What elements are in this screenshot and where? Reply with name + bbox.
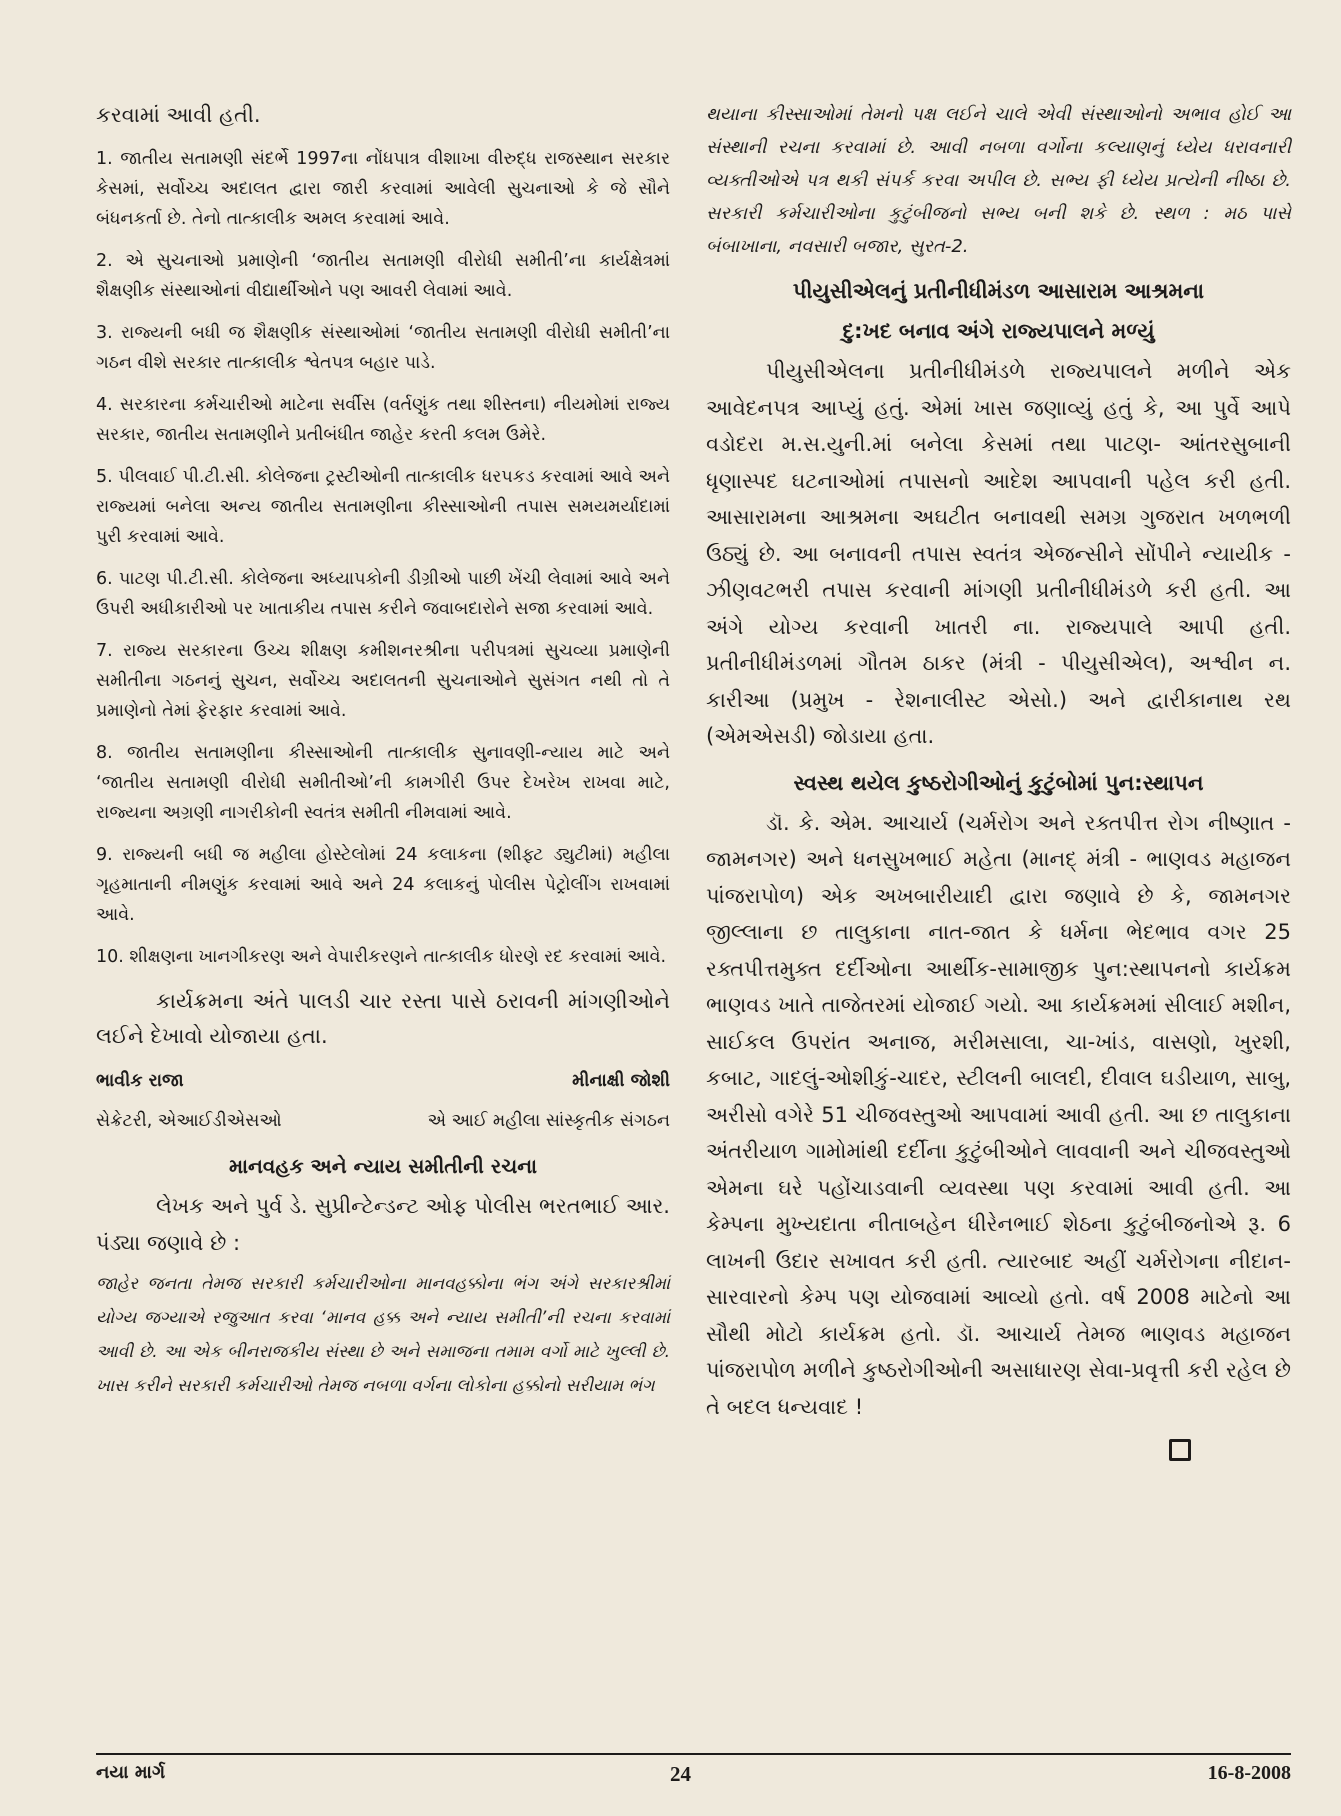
- human-rights-intro: લેખક અને પુર્વ ડે. સુપ્રીન્ટેન્ડન્ટ ઓફ પોલીસ ભરતભાઈ આર. પંડ્યા જણાવે છે :: [96, 1194, 670, 1255]
- signature-left-role: સેક્રેટરી, એઆઈડીએસઓ: [96, 1111, 282, 1131]
- demand-item-2: 2. એ સુચનાઓ પ્રમાણેની ‘જાતીય સતામણી વીરોધી સમીતી’ના કાર્યક્ષેત્રમાં શૈક્ષણીક સંસ્થાઓનાં વીદ્યાર્થીઓને પણ આવરી લેવામાં આવે.: [96, 251, 670, 301]
- pucl-body: પીયુસીએલના પ્રતીનીધીમંડળે રાજ્યપાલને મળીને એક આવેદનપત્ર આપ્યું હતું. એમાં ખાસ જણાવ્યું હતું કે, આ પુર્વે આપે વડોદરા મ.સ.યુની.માં બનેલા કેસમાં તથા પાટણ- આંતરસુબાની ધૃણાસ્પદ ઘટનાઓમાં તપાસનો આદેશ આપવાની પહેલ કરી હતી. આસારામના આશ્રમના અઘટીત બનાવથી સમગ્ર ગુજરાત ખળભળી ઉઠ્યું છે. આ બનાવની તપાસ સ્વતંત્ર એજન્સીને સોંપીને ન્યાયીક - ઝીણવટભરી તપાસ કરવાની માંગણી પ્રતીનીધીમંડળે કરી હતી. આ અંગે યોગ્ય કરવાની ખાતરી ના. રાજ્યપાલે આપી હતી. પ્રતીનીધીમંડળમાં ગૌતમ ઠાકર (મંત્રી - પીયુસીએલ), અશ્વીન ન. કારીઆ (પ્રમુખ - રેશનાલીસ્ટ એસો.) અને દ્વારીકાનાથ રથ (એમએસડી) જોડાયા હતા.: [706, 359, 1291, 748]
- signature-right-role: એ આઈ મહીલા સાંસ્કૃતીક સંગઠન: [427, 1111, 670, 1131]
- leprosy-body: ડૉ. કે. એમ. આચાર્ય (ચર્મરોગ અને રક્તપીત્ત રોગ નીષ્ણાત - જામનગર) અને ધનસુખભાઈ મહેતા (માનદ્ મંત્રી - ભાણવડ મહાજન પાંજરાપોળ) એક અખબારીયાદી દ્વારા જણાવે છે કે, જામનગર જીલ્લાના છ તાલુકાના નાત-જાત કે ધર્મના ભેદભાવ વગર 25 રક્તપીત્તમુક્ત દર્દીઓના આર્થીક-સામાજીક પુન:સ્થાપનનો કાર્યક્રમ ભાણવડ ખાતે તાજેતરમાં યોજાઈ ગયો. આ કાર્યક્રમમાં સીલાઈ મશીન, સાઈકલ ઉપરાંત અનાજ, મરીમસાલા, ચા-ખાંડ, વાસણો, ખુરશી, કબાટ, ગાદલું-ઓશીકું-ચાદર, સ્ટીલની બાલદી, દીવાલ ઘડીયાળ, સાબુ, અરીસો વગેરે 51 ચીજવસ્તુઓ આપવામાં આવી હતી. આ છ તાલુકાના અંતરીયાળ ગામોમાંથી દર્દીના કુટુંબીઓને લાવવાની અને ચીજવસ્તુઓ એમના ઘરે પહોંચાડવાની વ્યવસ્થા પણ કરવામાં આવી હતી. આ કેમ્પના મુખ્યદાતા નીતાબહેન ધીરેનભાઈ શેઠના કુટુંબીજનોએ રૂ. 6 લાખની ઉદાર સખાવત કરી હતી. ત્યારબાદ અહીં ચર્મરોગના નીદાન-સારવારનો કેમ્પ પણ યોજવામાં આવ્યો હતો. વર્ષ 2008 માટેનો આ સૌથી મોટો કાર્યક્રમ હતો. ડૉ. આચાર્ય તેમજ ભાણવડ મહાજન પાંજરાપોળ મળીને કુષ્ઠરોગીઓની અસાધારણ સેવા-પ્રવૃત્તી કરી રહેલ છે તે બદલ ધન્યવાદ !: [706, 810, 1291, 1419]
- signature-names: [96, 1066, 670, 1096]
- footer-date: 16-8-2008: [1207, 1762, 1291, 1784]
- left-column: [96, 98, 670, 1403]
- end-box-icon: [1169, 1439, 1191, 1461]
- footer-rule: [96, 1753, 1291, 1755]
- demand-item-4: 4. સરકારના કર્મચારીઓ માટેના સર્વીસ (વર્તણુંક તથા શીસ્તના) નીયમોમાં રાજ્ય સરકાર, જાતીય સતામણીને પ્રતીબંધીત જાહેર કરતી કલમ ઉમેરે.: [96, 395, 670, 445]
- end-mark: [706, 1439, 1291, 1465]
- demand-item-3: 3. રાજ્યની બધી જ શૈક્ષણીક સંસ્થાઓમાં ‘જાતીય સતામણી વીરોધી સમીતી’ના ગઠન વીશે સરકાર તાત્કાલીક શ્વેતપત્ર બહાર પાડે.: [96, 323, 670, 373]
- demand-item-5: 5. પીલવાઈ પી.ટી.સી. કોલેજના ટ્રસ્ટીઓની તાત્કાલીક ધરપકડ કરવામાં આવે અને રાજ્યમાં બનેલા અન્ય જાતીય સતામણીના કીસ્સાઓની તપાસ સમયમર્યાદામાં પુરી કરવામાં આવે.: [96, 467, 670, 547]
- demand-item-6: 6. પાટણ પી.ટી.સી. કોલેજના અધ્યાપકોની ડીગ્રીઓ પાછી ખેંચી લેવામાં આવે અને ઉપરી અધીકારીઓ પર ખાતાકીય તપાસ કરીને જવાબદારોને સજા કરવામાં આવે.: [96, 569, 670, 619]
- signature-right-name: મીનાક્ષી જોશી: [572, 1071, 670, 1091]
- right-column: [706, 98, 1291, 1465]
- human-rights-italic-continued: થયાના કીસ્સાઓમાં તેમનો પક્ષ લઈને ચાલે એવી સંસ્થાઓનો અભાવ હોઈ આ સંસ્થાની રચના કરવામાં છે. આવી નબળા વર્ગોના કલ્યાણનું ધ્યેય ધરાવનારી વ્યક્તીઓએ પત્ર થકી સંપર્ક કરવા અપીલ છે. સભ્ય ફી ધ્યેય પ્રત્યેની નીષ્ઠા છે. સરકારી કર્મચારીઓના કુટુંબીજનો સભ્ય બની શકે છે. સ્થળ : મઠ પાસે બંબાખાના, નવસારી બજાર, સુરત-2.: [706, 104, 1291, 257]
- demand-item-10: 10. શીક્ષણના ખાનગીકરણ અને વેપારીકરણને તાત્કાલીક ધોરણે રદ કરવામાં આવે.: [96, 947, 667, 967]
- demand-item-8: 8. જાતીય સતામણીના કીસ્સાઓની તાત્કાલીક સુનાવણી-ન્યાય માટે અને ‘જાતીય સતામણી વીરોધી સમીતીઓ’ની કામગીરી ઉપર દેખરેખ રાખવા માટે, રાજ્યના અગ્રણી નાગરીકોની સ્વતંત્ર સમીતી નીમવામાં આવે.: [96, 743, 670, 823]
- demand-item-1: 1. જાતીય સતામણી સંદર્ભે 1997ના નોંધપાત્ર વીશાખા વીરુદ્ધ રાજસ્થાન સરકાર કેસમાં, સર્વોચ્ચ અદાલત દ્વારા જારી કરવામાં આવેલી સુચનાઓ કે જે સૌને બંધનકર્તા છે. તેનો તાત્કાલીક અમલ કરવામાં આવે.: [96, 149, 670, 229]
- footer-page-number: 24: [670, 1762, 691, 1786]
- footer-publication: નયા માર્ગ: [96, 1762, 166, 1783]
- signature-left-name: ભાવીક રાજા: [96, 1071, 184, 1091]
- section-heading-pucl-line2: દુ:ખદ બનાવ અંગે રાજ્યપાલને મળ્યું: [842, 319, 1155, 343]
- section-heading-leprosy: સ્વસ્થ થયેલ કુષ્ઠરોગીઓનું કુટુંબોમાં પુન:સ્થાપન: [793, 770, 1204, 795]
- section-heading-pucl-line1: પીયુસીએલનું પ્રતીનીધીમંડળ આસારામ આશ્રમના: [792, 279, 1205, 303]
- section-heading-human-rights: માનવહક અને ન્યાય સમીતીની રચના: [228, 1154, 538, 1178]
- closing-paragraph: કાર્યક્રમના અંતે પાલડી ચાર રસ્તા પાસે ઠરાવની માંગણીઓને લઈને દેખાવો યોજાયા હતા.: [96, 989, 670, 1048]
- lead-line: કરવામાં આવી હતી.: [96, 103, 261, 127]
- human-rights-italic-text: જાહેર જનતા તેમજ સરકારી કર્મચારીઓના માનવહક્કોના ભંગ અંગે સરકારશ્રીમાં યોગ્ય જગ્યાએ રજુઆત કરવા ‘માનવ હક્ક અને ન્યાય સમીતી’ની રચના કરવામાં આવી છે. આ એક બીનરાજકીય સંસ્થા છે અને સમાજના તમામ વર્ગો માટે ખુલ્લી છે. ખાસ કરીને સરકારી કર્મચારીઓ તેમજ નબળા વર્ગના લોકોના હક્કોનો સરીયામ ભંગ: [96, 1274, 670, 1396]
- signature-roles: [96, 1106, 670, 1136]
- demand-item-7: 7. રાજ્ય સરકારના ઉચ્ચ શીક્ષણ કમીશનરશ્રીના પરીપત્રમાં સુચવ્યા પ્રમાણેની સમીતીના ગઠનનું સુચન, સર્વોચ્ચ અદાલતની સુચનાઓને સુસંગત નથી તો તે પ્રમાણેનો તેમાં ફેરફાર કરવામાં આવે.: [96, 641, 670, 721]
- demand-item-9: 9. રાજ્યની બધી જ મહીલા હોસ્ટેલોમાં 24 કલાકના (શીફ્ટ ડ્યુટીમાં) મહીલા ગૃહમાતાની નીમણુંક કરવામાં આવે અને 24 કલાકનું પોલીસ પેટ્રોલીંગ રાખવામાં આવે.: [96, 845, 670, 925]
